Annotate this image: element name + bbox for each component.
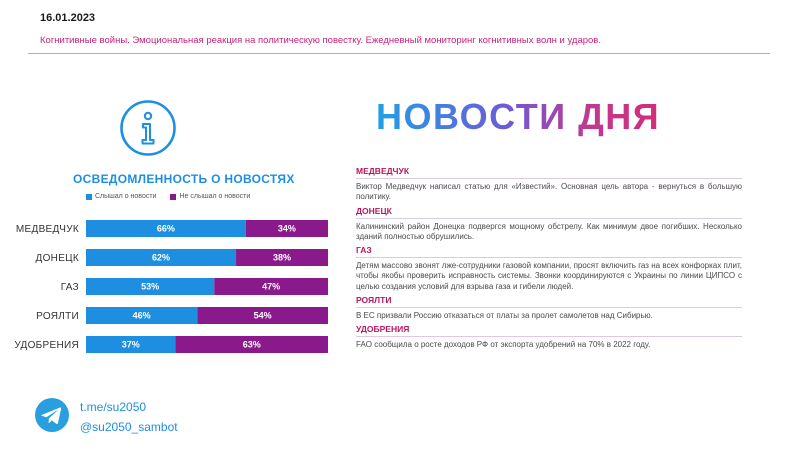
news-text: В ЕС призвали Россию отказаться от платы за пролет самолетов над Сибирью. <box>356 311 653 321</box>
report-subtitle: Когнитивные войны. Эмоциональная реакция на политическую повестку. Ежедневный мониторинг когнитивных волн и ударов. <box>40 35 601 46</box>
bar-value-label: 37% <box>121 339 140 350</box>
legend-heard-swatch <box>86 194 92 200</box>
bar-value-label: 62% <box>152 252 171 263</box>
bar-value-label: 66% <box>156 223 175 234</box>
news-item <box>356 324 742 350</box>
news-item <box>356 206 742 243</box>
news-heading: УДОБРЕНИЯ <box>356 324 742 337</box>
news-text: FAO сообщила о росте доходов РФ от экспорта удобрений на 70% в 2022 году. <box>356 340 651 350</box>
news-heading: МЕДВЕДЧУК <box>356 166 742 179</box>
news-heading: ДОНЕЦК <box>356 206 742 219</box>
category-label: ДОНЕЦК <box>35 253 79 264</box>
legend-heard-label: Слышал о новости <box>95 193 157 200</box>
telegram-bot-link[interactable]: @su2050_sambot <box>80 420 178 434</box>
category-label: УДОБРЕНИЯ <box>14 340 79 351</box>
category-label: ГАЗ <box>60 282 79 293</box>
bar-value-label: 53% <box>141 281 160 292</box>
bar-value-label: 38% <box>273 252 292 263</box>
news-item <box>356 295 742 321</box>
legend-not-heard-label: Не слышал о новости <box>179 193 251 200</box>
report-date: 16.01.2023 <box>40 12 96 24</box>
news-list <box>356 166 742 354</box>
news-item <box>356 166 742 203</box>
footer-links <box>80 397 178 437</box>
bar-value-label: 54% <box>253 310 272 321</box>
chart-legend <box>86 193 250 200</box>
header-divider <box>28 53 770 54</box>
legend-not-heard <box>170 193 250 200</box>
bar-value-label: 47% <box>262 281 281 292</box>
news-text: Виктор Медведчук написал статью для «Известий». Основная цель автора - вернуться в большую политику. <box>356 182 742 202</box>
bar-value-label: 34% <box>277 223 296 234</box>
chart-title: ОСВЕДОМЛЕННОСТЬ О НОВОСТЯХ <box>73 172 295 186</box>
telegram-icon[interactable] <box>35 398 69 432</box>
news-heading: РОЯЛТИ <box>356 295 742 308</box>
bar-value-label: 46% <box>132 310 151 321</box>
page-title: НОВОСТИ ДНЯ <box>376 96 661 137</box>
category-label: МЕДВЕДЧУК <box>15 224 79 235</box>
legend-not-heard-swatch <box>170 194 176 200</box>
category-label: РОЯЛТИ <box>36 311 79 322</box>
telegram-channel-link[interactable]: t.me/su2050 <box>80 400 147 414</box>
info-icon <box>119 99 177 157</box>
news-text: Калининский район Донецка подвергся мощному обстрелу. Как минимум двое погибших. Несколько зданий полностью обрушились. <box>356 221 742 241</box>
news-heading: ГАЗ <box>356 245 742 258</box>
news-item <box>356 245 742 292</box>
bar-value-label: 63% <box>242 339 261 350</box>
legend-heard <box>86 193 156 200</box>
news-text: Детям массово звонят лже-сотрудники газовой компании, просят включить газ на всех конфорках плит, чтобы якобы проверить исправность системы. Звонки координируются с Украины по линии ЦИПСО с целью создания условий для взрыва газа и гибели людей. <box>356 261 742 291</box>
